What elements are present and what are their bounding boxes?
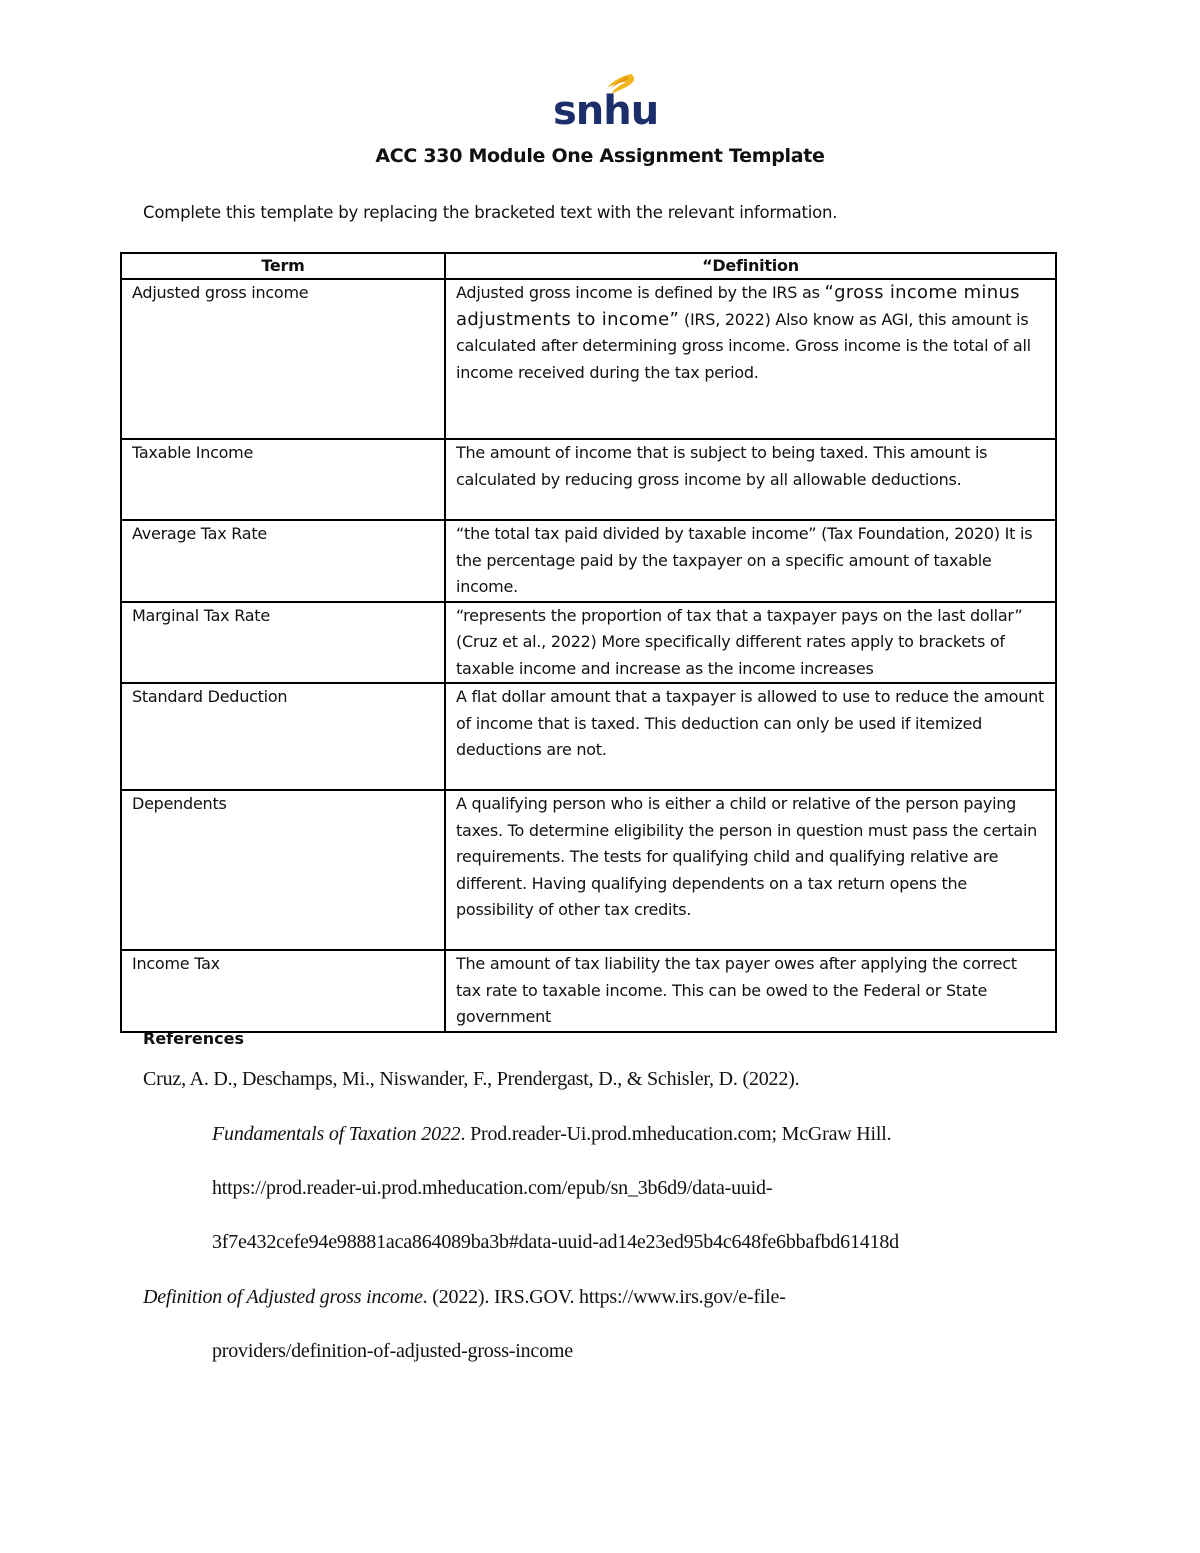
- definition-cell: “represents the proportion of tax that a taxpayer pays on the last dollar” (Cruz et al., 2022) More specifically different rates apply to brackets of taxable income and increase as the income increases: [445, 602, 1056, 684]
- definition-cell: [445, 279, 1056, 439]
- references-heading: References: [143, 1029, 244, 1048]
- table-row: [121, 790, 1056, 950]
- definition-cell: “the total tax paid divided by taxable income” (Tax Foundation, 2020) It is the percentage paid by the taxpayer on a specific amount of taxable income.: [445, 520, 1056, 602]
- reference-2-rest: . (2022). IRS.GOV. https://www.irs.gov/e-file-: [422, 1286, 786, 1308]
- reference-1-book-title: Fundamentals of Taxation 2022: [212, 1123, 461, 1145]
- reference-1-source: [212, 1123, 891, 1146]
- definition-rest: (IRS, 2022) Also know as AGI, this amount is calculated after determining gross income. Gross income is the total of all income received during the tax period.: [456, 309, 1031, 382]
- term-cell: Average Tax Rate: [121, 520, 445, 602]
- table-row: [121, 602, 1056, 684]
- term-cell: Dependents: [121, 790, 445, 950]
- reference-2-title: Definition of Adjusted gross income: [143, 1286, 423, 1308]
- definition-cell: A flat dollar amount that a taxpayer is allowed to use to reduce the amount of income that is taxed. This deduction can only be used if itemized deductions are not.: [445, 683, 1056, 790]
- snhu-logo: [553, 74, 659, 134]
- table-row: [121, 279, 1056, 439]
- term-cell: Income Tax: [121, 950, 445, 1032]
- definition-cell: The amount of tax liability the tax payer owes after applying the correct tax rate to taxable income. This can be owed to the Federal or State government: [445, 950, 1056, 1032]
- reference-1-publisher: . Prod.reader-Ui.prod.mheducation.com; McGraw Hill.: [460, 1123, 892, 1145]
- table-row: [121, 520, 1056, 602]
- term-cell: Marginal Tax Rate: [121, 602, 445, 684]
- definition-cell: A qualifying person who is either a child or relative of the person paying taxes. To determine eligibility the person in question must pass the certain requirements. The tests for qualifying child and qualifying relative are different. Having qualifying dependents on a tax return opens the possibility of other tax credits.: [445, 790, 1056, 950]
- table-row: [121, 683, 1056, 790]
- terms-table: [120, 252, 1057, 1033]
- definition-cell: The amount of income that is subject to being taxed. This amount is calculated by reducing gross income by all allowable deductions.: [445, 439, 1056, 520]
- page-title: ACC 330 Module One Assignment Template: [375, 145, 825, 167]
- reference-1-authors: Cruz, A. D., Deschamps, Mi., Niswander, F., Prendergast, D., & Schisler, D. (2022).: [143, 1068, 800, 1090]
- definition-intro: Adjusted gross income is defined by the IRS as: [456, 283, 825, 302]
- column-header-term: Term: [121, 253, 445, 279]
- reference-2: [143, 1286, 786, 1309]
- reference-1-url-line1: https://prod.reader-ui.prod.mheducation.com/epub/sn_3b6d9/data-uuid-: [212, 1177, 773, 1199]
- logo-wordmark: snhu: [553, 88, 659, 134]
- term-cell: Taxable Income: [121, 439, 445, 520]
- reference-1-url-line2: 3f7e432cefe94e98881aca864089ba3b#data-uuid-ad14e23ed95b4c648fe6bbafbd61418d: [212, 1231, 899, 1253]
- term-cell: Adjusted gross income: [121, 279, 445, 439]
- instruction-text: Complete this template by replacing the bracketed text with the relevant information.: [143, 203, 838, 222]
- term-cell: Standard Deduction: [121, 683, 445, 790]
- table-header-row: [121, 253, 1056, 279]
- table-row: [121, 950, 1056, 1032]
- reference-2-url-line2: providers/definition-of-adjusted-gross-income: [212, 1340, 573, 1362]
- irs-quote: “gross income minus adjustments to income”: [456, 282, 1020, 330]
- table-row: [121, 439, 1056, 520]
- column-header-definition: “Definition: [445, 253, 1056, 279]
